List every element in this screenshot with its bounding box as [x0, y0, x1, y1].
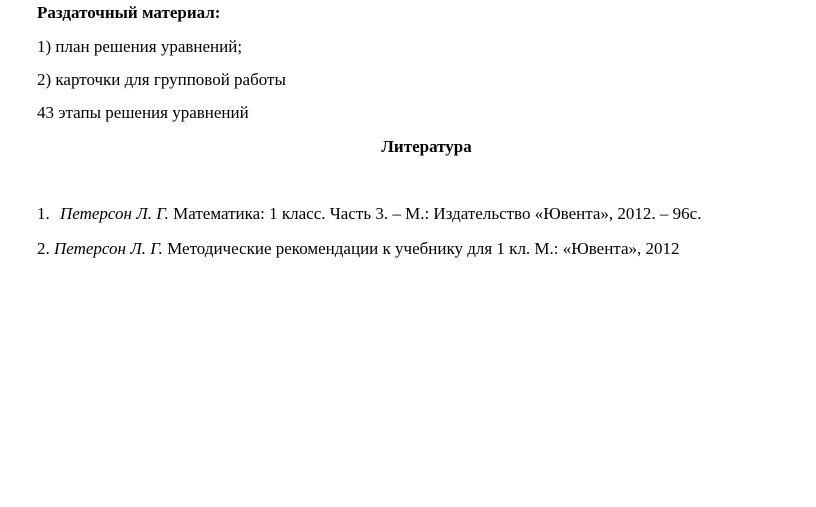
reference-2-text: Методические рекомендации к учебнику для 1 кл. М.: «Ювента», 2012	[162, 239, 680, 258]
handout-item-3: 43 этапы решения уравнений	[37, 103, 249, 122]
reference-1-author: Петерсон Л. Г.	[60, 204, 169, 223]
handout-item-2: 2) карточки для групповой работы	[37, 70, 286, 89]
reference-2-number: 2.	[37, 239, 50, 258]
handout-heading: Раздаточный материал:	[37, 3, 221, 22]
reference-1	[37, 204, 701, 224]
reference-2	[37, 239, 680, 259]
literature-heading: Литература	[381, 137, 472, 156]
handout-item-1: 1) план решения уравнений;	[37, 37, 243, 56]
reference-1-text: Математика: 1 класс. Часть 3. – М.: Издательство «Ювента», 2012. – 96с.	[168, 204, 702, 223]
reference-1-number: 1.	[37, 204, 50, 223]
reference-2-author: Петерсон Л. Г.	[54, 239, 163, 258]
